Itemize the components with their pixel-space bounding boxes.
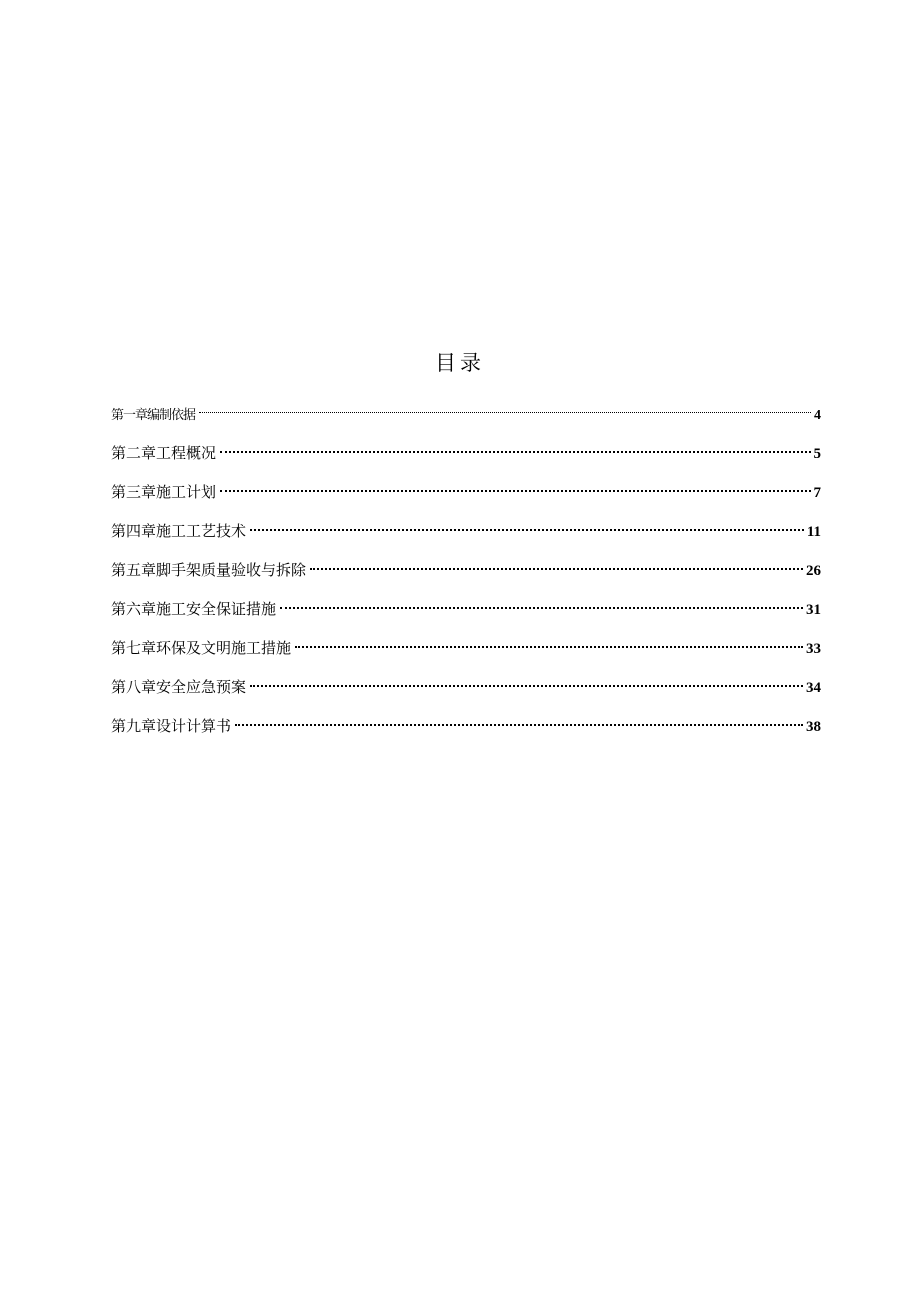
toc-entry-chapter-5[interactable] xyxy=(111,553,821,592)
toc-entry-label: 第八章安全应急预案 xyxy=(111,678,247,696)
toc-entry-page-number: 11 xyxy=(806,524,821,540)
toc-entry-chapter-2[interactable] xyxy=(111,436,821,475)
dot-leader xyxy=(280,592,803,614)
toc-entry-page-number: 7 xyxy=(813,485,821,501)
dot-leader xyxy=(235,709,803,731)
toc-title: 目录 xyxy=(435,351,485,375)
toc-entry-chapter-6[interactable] xyxy=(111,592,821,631)
toc-entry-page-number: 4 xyxy=(814,408,821,423)
toc-entry-label: 第四章施工工艺技术 xyxy=(111,522,247,540)
toc-entry-page-number: 31 xyxy=(806,602,821,618)
dot-leader xyxy=(250,514,804,536)
toc-entry-chapter-3[interactable] xyxy=(111,475,821,514)
toc-entry-page-number: 33 xyxy=(806,641,821,657)
toc-entry-label: 第一章编制依据 xyxy=(111,408,196,423)
dot-leader xyxy=(250,670,803,692)
dot-leader xyxy=(199,397,811,419)
toc-entry-page-number: 26 xyxy=(806,563,821,579)
dot-leader xyxy=(295,631,803,653)
toc-entry-label: 第七章环保及文明施工措施 xyxy=(111,639,292,657)
dot-leader xyxy=(310,553,803,575)
toc-entry-chapter-7[interactable] xyxy=(111,631,821,670)
toc-entry-chapter-1[interactable] xyxy=(111,397,821,436)
toc-entry-page-number: 38 xyxy=(806,719,821,735)
toc-entry-page-number: 5 xyxy=(813,446,821,462)
dot-leader xyxy=(220,436,810,458)
toc-entry-label: 第二章工程概况 xyxy=(111,444,217,462)
toc-entry-label: 第六章施工安全保证措施 xyxy=(111,600,277,618)
toc-entry-page-number: 34 xyxy=(806,680,821,696)
toc-entry-label: 第三章施工计划 xyxy=(111,483,217,501)
dot-leader xyxy=(220,475,810,497)
toc-entry-chapter-8[interactable] xyxy=(111,670,821,709)
toc-entry-chapter-9[interactable] xyxy=(111,709,821,748)
toc-entry-chapter-4[interactable] xyxy=(111,514,821,553)
toc-entry-label: 第九章设计计算书 xyxy=(111,717,232,735)
toc-entry-label: 第五章脚手架质量验收与拆除 xyxy=(111,561,307,579)
toc-list xyxy=(111,397,821,748)
